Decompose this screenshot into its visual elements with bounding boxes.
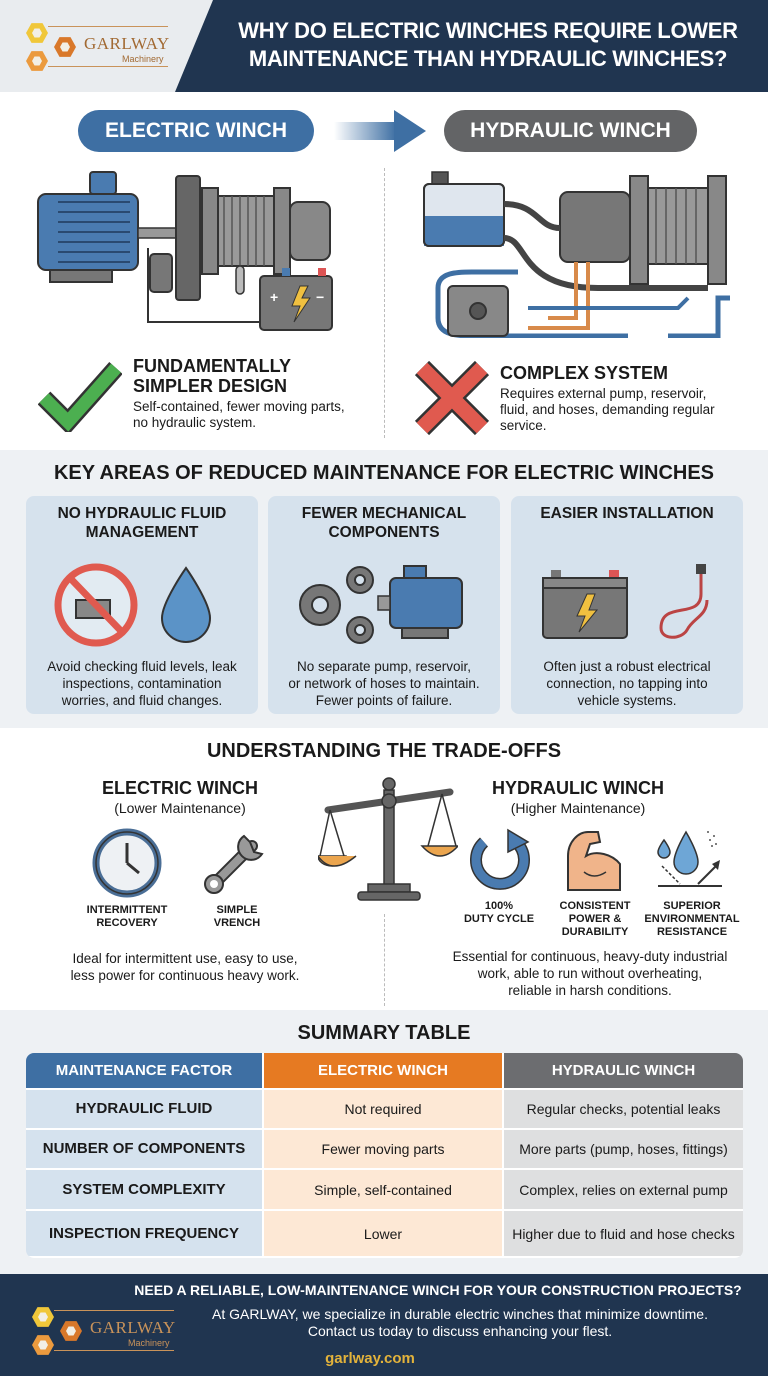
table-cell: Regular checks, potential leaks <box>504 1090 743 1130</box>
arrow-right-icon <box>334 110 426 152</box>
cta-question: NEED A RELIABLE, LOW-MAINTENANCE WINCH FOR YOUR CONSTRUCTION PROJECTS? <box>134 1282 742 1298</box>
table-cell: Higher due to fluid and hose checks <box>504 1211 743 1258</box>
verdict-heading: FUNDAMENTALLY <box>133 356 291 376</box>
card-title: FEWER MECHANICAL COMPONENTS <box>301 505 467 541</box>
wrench-icon <box>200 828 270 898</box>
cycle-arrow-icon <box>466 828 534 892</box>
card-easier-installation <box>511 496 743 714</box>
logo-sub: Machinery <box>128 1338 170 1348</box>
gears-motor-icon <box>268 560 500 650</box>
electric-winch-pill: ELECTRIC WINCH <box>78 110 314 152</box>
tradeoffs-section <box>0 728 768 1010</box>
electric-desc: Ideal for intermittent use, easy to use, less power for continuous heavy work. <box>70 951 300 983</box>
hydraulic-title: HYDRAULIC WINCH <box>492 778 664 798</box>
electric-subtitle: (Lower Maintenance) <box>114 800 246 816</box>
table-cell: Simple, self-contained <box>264 1170 504 1211</box>
table-row <box>26 1130 743 1170</box>
table-cell: Complex, relies on external pump <box>504 1170 743 1211</box>
table-cell: Lower <box>264 1211 504 1258</box>
column-header: HYDRAULIC WINCH <box>504 1053 743 1090</box>
table-cell: Fewer moving parts <box>264 1130 504 1170</box>
title-line-1: WHY DO ELECTRIC WINCHES REQUIRE LOWER <box>238 18 738 43</box>
table-row <box>26 1090 743 1130</box>
section-title: KEY AREAS OF REDUCED MAINTENANCE FOR ELECTRIC WINCHES <box>53 462 715 484</box>
table-cell: NUMBER OF COMPONENTS <box>26 1130 264 1170</box>
water-resistance-icon <box>656 826 726 892</box>
card-desc: Often just a robust electrical connection, no tapping into vehicle systems. <box>543 659 711 708</box>
verdict-desc: Self-contained, fewer moving parts, no hydraulic system. <box>133 399 345 430</box>
footer-cta <box>0 1274 768 1376</box>
table-cell: Not required <box>264 1090 504 1130</box>
flexed-arm-icon <box>562 826 626 892</box>
column-header: MAINTENANCE FACTOR <box>26 1053 264 1090</box>
title-line-2: MAINTENANCE THAN HYDRAULIC WINCHES? <box>248 46 728 71</box>
card-title: NO HYDRAULIC FLUID MANAGEMENT <box>57 505 227 541</box>
electric-title: ELECTRIC WINCH <box>102 778 258 798</box>
hydraulic-desc: Essential for continuous, heavy-duty industrial work, able to run without overheating, reliable in harsh conditions. <box>452 949 728 998</box>
summary-section <box>0 1010 768 1274</box>
logo-brand: GARLWAY <box>84 34 170 53</box>
divider <box>384 914 385 1006</box>
hydraulic-winch-illustration <box>418 168 748 338</box>
hydraulic-verdict <box>500 363 715 434</box>
verdict-heading: SIMPLER DESIGN <box>133 376 288 396</box>
table-cell: HYDRAULIC FLUID <box>26 1090 264 1130</box>
svg-text:+: + <box>270 289 279 305</box>
verdict-desc: Requires external pump, reservoir, fluid, and hoses, demanding regular service. <box>500 386 715 433</box>
table-row <box>26 1170 743 1211</box>
verdict-heading: COMPLEX SYSTEM <box>500 363 669 383</box>
column-header: ELECTRIC WINCH <box>264 1053 504 1090</box>
section-title: SUMMARY TABLE <box>297 1022 471 1044</box>
divider <box>384 168 385 438</box>
table-cell: INSPECTION FREQUENCY <box>26 1211 264 1258</box>
icon-label: INTERMITTENT RECOVERY <box>86 904 168 929</box>
card-desc: No separate pump, reservoir, or network of hoses to maintain. Fewer points of failure. <box>288 659 480 708</box>
icon-label: CONSISTENT POWER & DURABILITY <box>559 900 631 938</box>
logo-sub: Machinery <box>122 54 164 64</box>
comparison-section <box>0 92 768 450</box>
card-no-hydraulic-fluid <box>26 496 258 714</box>
table-cell: More parts (pump, hoses, fittings) <box>504 1130 743 1170</box>
icon-label: SIMPLE VRENCH <box>213 904 261 929</box>
header <box>0 0 768 92</box>
battery-cable-icon <box>511 560 743 650</box>
key-areas-section <box>0 450 768 728</box>
electric-verdict <box>133 356 345 431</box>
card-fewer-components <box>268 496 500 714</box>
page-title <box>218 17 758 73</box>
logo-brand: GARLWAY <box>90 1318 176 1337</box>
hydraulic-winch-pill: HYDRAULIC WINCH <box>444 110 697 152</box>
icon-label: 100% DUTY CYCLE <box>463 900 535 925</box>
x-icon <box>414 360 490 436</box>
garlway-logo[interactable] <box>18 20 168 74</box>
balance-scale-icon <box>318 770 458 902</box>
clock-icon <box>92 828 162 898</box>
no-oil-icon <box>26 560 258 650</box>
section-title: UNDERSTANDING THE TRADE-OFFS <box>206 740 562 762</box>
table-header-row <box>26 1053 743 1090</box>
table-row <box>26 1211 743 1258</box>
summary-table <box>26 1053 743 1258</box>
card-title: EASIER INSTALLATION <box>540 505 714 522</box>
card-desc: Avoid checking fluid levels, leak inspections, contamination worries, and fluid changes. <box>47 659 237 708</box>
hydraulic-subtitle: (Higher Maintenance) <box>510 800 646 816</box>
check-icon <box>38 360 122 432</box>
icon-label: SUPERIOR ENVIRONMENTAL RESISTANCE <box>644 900 740 938</box>
cta-desc: At GARLWAY, we specialize in durable electric winches that minimize downtime. Contact us today to discuss enhancing your flest. <box>212 1306 708 1339</box>
garlway-logo-footer[interactable] <box>24 1304 174 1358</box>
svg-text:−: − <box>316 289 325 305</box>
website-link[interactable]: garlway.com <box>325 1350 415 1367</box>
electric-winch-illustration <box>30 168 350 338</box>
table-cell: SYSTEM COMPLEXITY <box>26 1170 264 1211</box>
